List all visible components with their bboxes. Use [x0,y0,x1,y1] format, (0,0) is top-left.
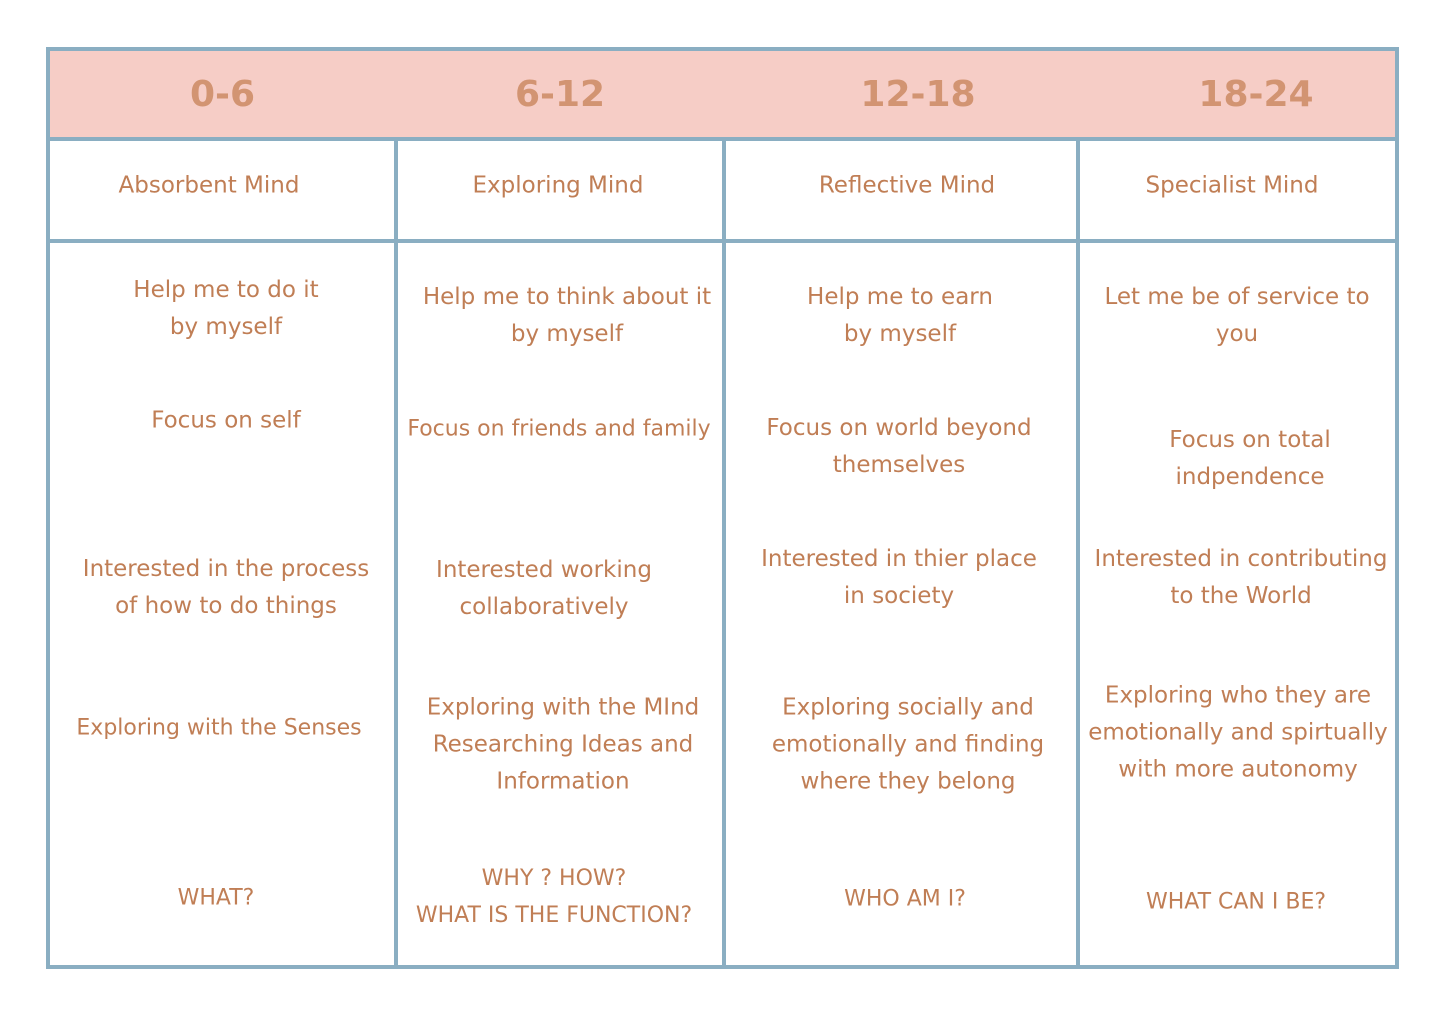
column-divider [722,137,726,965]
help-statement: Help me to do it by myself [133,277,319,340]
development-planes-table [46,47,1399,969]
help-statement: Let me be of service to you [1104,284,1370,347]
key-question: WHAT CAN I BE? [1145,889,1327,915]
interest-statement: Interested in thier place in society [761,546,1037,609]
age-heading-18-24: 18-24 [1198,73,1314,115]
interest-statement: Interested in contributing to the World [1094,546,1388,609]
mind-specialist: Specialist Mind [1145,172,1319,199]
mind-reflective: Reflective Mind [818,172,996,199]
row-divider [50,239,1395,243]
key-question: WHAT? [177,885,255,911]
exploring-statement: Exploring who they are emotionally and spirtually with more autonomy [1088,682,1388,783]
focus-statement: Focus on friends and family [407,416,711,442]
focus-statement: Focus on world beyond themselves [766,415,1032,478]
exploring-statement: Exploring socially and emotionally and finding where they belong [771,694,1045,795]
key-question: WHY ? HOW? WHAT IS THE FUNCTION? [415,866,693,928]
focus-statement: Focus on total indpendence [1169,427,1331,490]
mind-absorbent: Absorbent Mind [118,172,300,199]
age-header-row [50,51,1395,141]
key-question: WHO AM I? [844,886,966,912]
age-heading-0-6: 0-6 [189,73,256,115]
exploring-statement: Exploring with the MInd Researching Ideas and Information [426,694,700,795]
focus-statement: Focus on self [151,407,301,434]
age-heading-6-12: 6-12 [514,73,606,115]
interest-statement: Interested in the process of how to do things [82,556,370,619]
column-divider [1076,137,1080,965]
help-statement: Help me to think about it by myself [422,284,712,347]
column-divider [394,137,398,965]
interest-statement: Interested working collaboratively [436,557,652,620]
help-statement: Help me to earn by myself [807,284,993,347]
mind-exploring: Exploring Mind [472,172,644,199]
exploring-statement: Exploring with the Senses [76,715,362,741]
age-heading-12-18: 12-18 [860,73,976,115]
